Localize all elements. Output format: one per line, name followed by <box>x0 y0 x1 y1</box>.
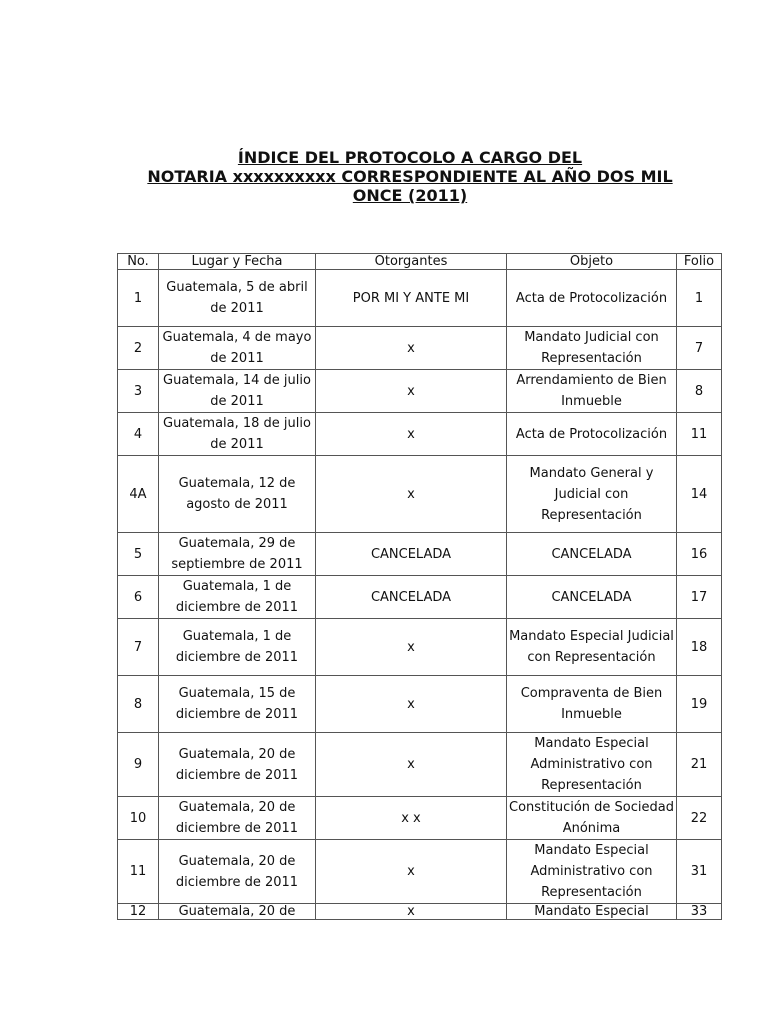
cell-lugar-fecha: Guatemala, 14 de julio de 2011 <box>159 370 316 413</box>
header-objeto: Objeto <box>507 254 677 270</box>
cell-otorgantes: x <box>316 904 507 920</box>
cell-lugar-fecha: Guatemala, 5 de abril de 2011 <box>159 270 316 327</box>
cell-folio: 31 <box>677 840 722 904</box>
cell-folio: 11 <box>677 413 722 456</box>
cell-otorgantes: x <box>316 370 507 413</box>
table-row <box>118 797 722 840</box>
table-row <box>118 904 722 920</box>
table-row <box>118 270 722 327</box>
cell-folio: 19 <box>677 676 722 733</box>
cell-folio: 22 <box>677 797 722 840</box>
cell-objeto: Mandato Especial Administrativo con Representación <box>507 840 677 904</box>
cell-folio: 16 <box>677 533 722 576</box>
title-line: ONCE (2011) <box>352 186 468 205</box>
cell-otorgantes: x x <box>316 797 507 840</box>
cell-otorgantes: x <box>316 676 507 733</box>
cell-objeto: Mandato Especial <box>507 904 677 920</box>
table-row <box>118 456 722 533</box>
document-title <box>100 148 720 205</box>
cell-lugar-fecha: Guatemala, 20 de diciembre de 2011 <box>159 840 316 904</box>
cell-lugar-fecha: Guatemala, 15 de diciembre de 2011 <box>159 676 316 733</box>
header-otorgantes: Otorgantes <box>316 254 507 270</box>
cell-no: 1 <box>118 270 159 327</box>
cell-folio: 18 <box>677 619 722 676</box>
cell-objeto: Acta de Protocolización <box>507 270 677 327</box>
header-folio: Folio <box>677 254 722 270</box>
cell-otorgantes: POR MI Y ANTE MI <box>316 270 507 327</box>
cell-lugar-fecha: Guatemala, 20 de diciembre de 2011 <box>159 733 316 797</box>
cell-folio: 21 <box>677 733 722 797</box>
cell-objeto: Mandato Judicial con Representación <box>507 327 677 370</box>
cell-otorgantes: CANCELADA <box>316 576 507 619</box>
cell-otorgantes: x <box>316 327 507 370</box>
cell-no: 6 <box>118 576 159 619</box>
cell-no: 2 <box>118 327 159 370</box>
cell-folio: 33 <box>677 904 722 920</box>
cell-otorgantes: x <box>316 840 507 904</box>
table-row <box>118 533 722 576</box>
cell-no: 8 <box>118 676 159 733</box>
table-body <box>118 270 722 920</box>
cell-otorgantes: x <box>316 413 507 456</box>
table-header-row <box>118 254 722 270</box>
cell-lugar-fecha: Guatemala, 20 de diciembre de 2011 <box>159 797 316 840</box>
cell-no: 4 <box>118 413 159 456</box>
cell-lugar-fecha: Guatemala, 20 de <box>159 904 316 920</box>
cell-no: 3 <box>118 370 159 413</box>
cell-otorgantes: CANCELADA <box>316 533 507 576</box>
cell-lugar-fecha: Guatemala, 12 de agosto de 2011 <box>159 456 316 533</box>
table-row <box>118 840 722 904</box>
table-row <box>118 413 722 456</box>
cell-lugar-fecha: Guatemala, 29 de septiembre de 2011 <box>159 533 316 576</box>
table-row <box>118 619 722 676</box>
index-table <box>117 253 722 920</box>
cell-folio: 17 <box>677 576 722 619</box>
cell-lugar-fecha: Guatemala, 1 de diciembre de 2011 <box>159 619 316 676</box>
cell-objeto: Constitución de Sociedad Anónima <box>507 797 677 840</box>
cell-folio: 8 <box>677 370 722 413</box>
cell-no: 10 <box>118 797 159 840</box>
cell-otorgantes: x <box>316 733 507 797</box>
cell-objeto: CANCELADA <box>507 576 677 619</box>
cell-otorgantes: x <box>316 456 507 533</box>
table-row <box>118 576 722 619</box>
header-no: No. <box>118 254 159 270</box>
cell-lugar-fecha: Guatemala, 4 de mayo de 2011 <box>159 327 316 370</box>
cell-no: 4A <box>118 456 159 533</box>
cell-objeto: CANCELADA <box>507 533 677 576</box>
cell-folio: 7 <box>677 327 722 370</box>
cell-objeto: Compraventa de Bien Inmueble <box>507 676 677 733</box>
cell-objeto: Mandato Especial Administrativo con Representación <box>507 733 677 797</box>
cell-objeto: Arrendamiento de Bien Inmueble <box>507 370 677 413</box>
cell-lugar-fecha: Guatemala, 1 de diciembre de 2011 <box>159 576 316 619</box>
cell-no: 7 <box>118 619 159 676</box>
cell-no: 5 <box>118 533 159 576</box>
cell-no: 12 <box>118 904 159 920</box>
cell-folio: 14 <box>677 456 722 533</box>
title-line: NOTARIA xxxxxxxxxx CORRESPONDIENTE AL AÑO DOS MIL <box>147 167 673 186</box>
cell-no: 11 <box>118 840 159 904</box>
cell-lugar-fecha: Guatemala, 18 de julio de 2011 <box>159 413 316 456</box>
cell-folio: 1 <box>677 270 722 327</box>
cell-objeto: Acta de Protocolización <box>507 413 677 456</box>
header-lugar-fecha: Lugar y Fecha <box>159 254 316 270</box>
table-row <box>118 676 722 733</box>
cell-otorgantes: x <box>316 619 507 676</box>
cell-objeto: Mandato General y Judicial con Representación <box>507 456 677 533</box>
table-row <box>118 733 722 797</box>
cell-no: 9 <box>118 733 159 797</box>
table-row <box>118 370 722 413</box>
title-line: ÍNDICE DEL PROTOCOLO A CARGO DEL <box>237 148 583 167</box>
table-row <box>118 327 722 370</box>
cell-objeto: Mandato Especial Judicial con Representación <box>507 619 677 676</box>
